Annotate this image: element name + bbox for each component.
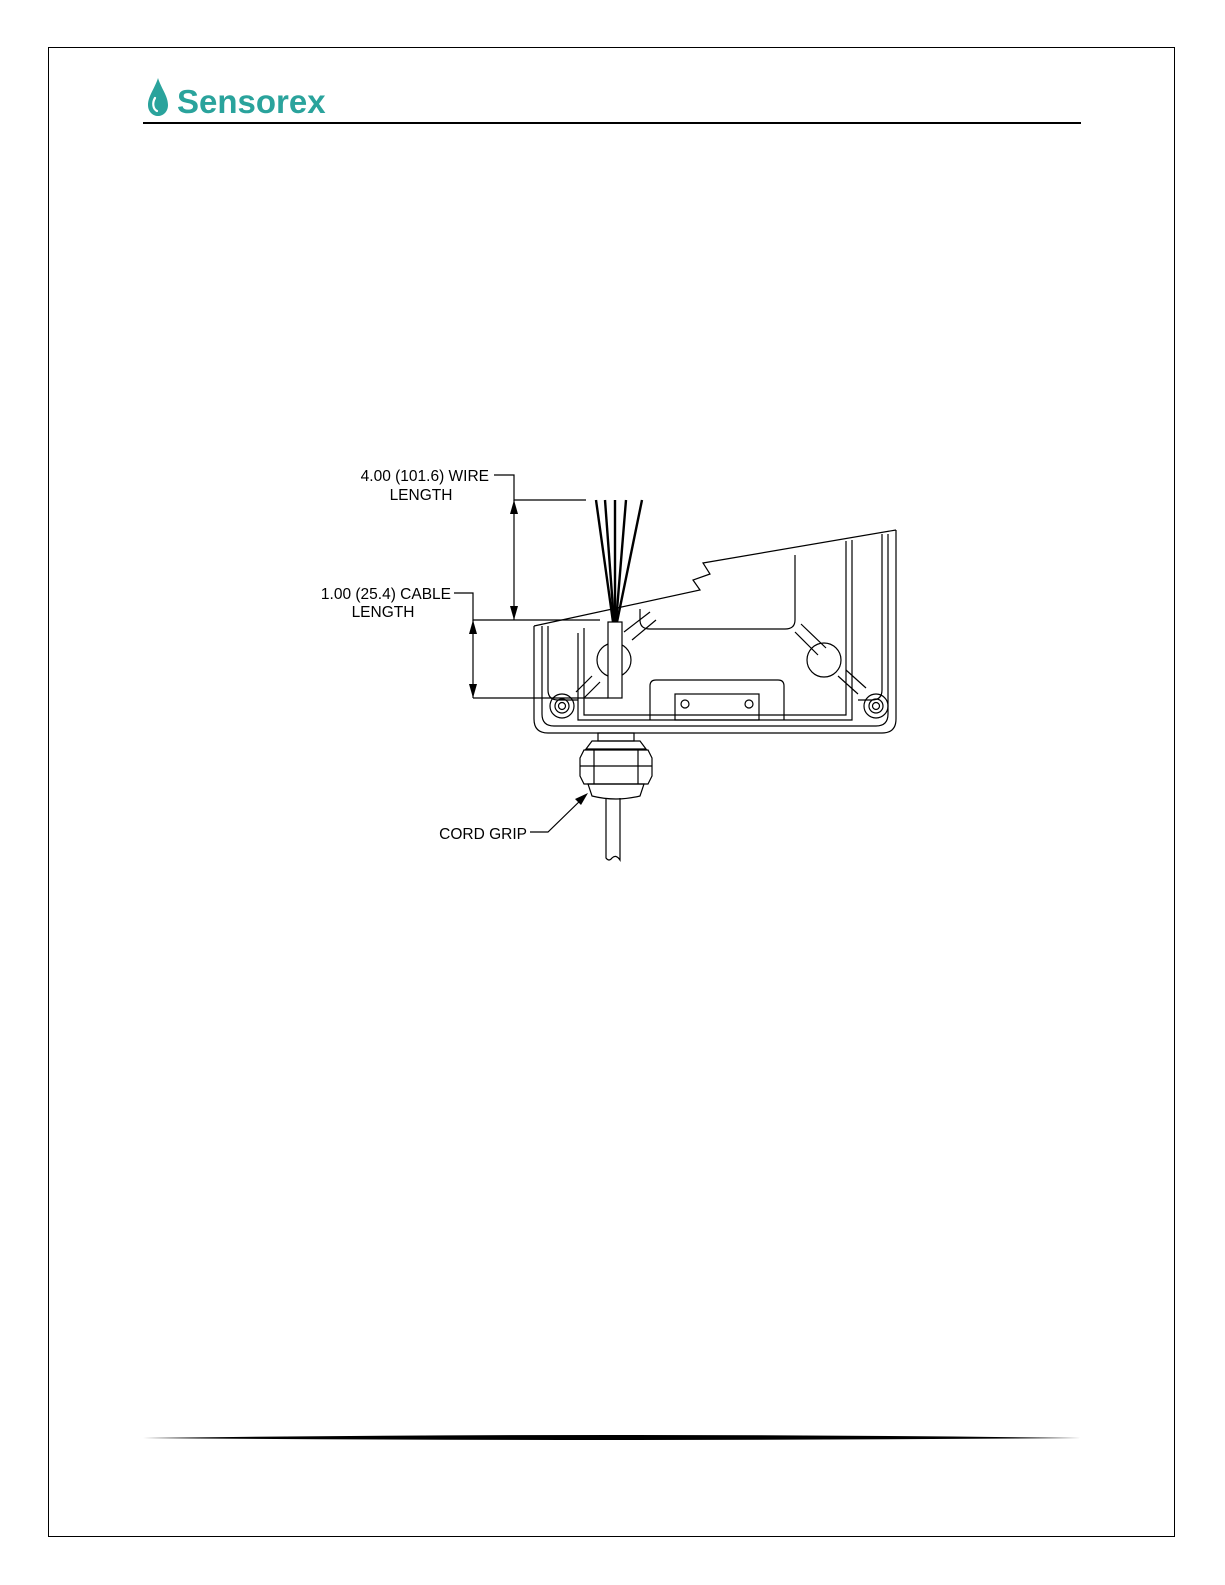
cable-jacket	[608, 622, 622, 698]
wire-dim-leader	[494, 475, 586, 500]
mounting-boss-right	[807, 643, 841, 677]
footer-rule	[143, 1433, 1081, 1443]
logo-wordmark: Sensorex	[177, 83, 326, 120]
cord-grip-label: CORD GRIP	[439, 826, 527, 843]
terminal-bracket	[650, 680, 784, 720]
wire-length-label-line1: 4.00 (101.6) WIRE	[360, 468, 489, 485]
cable-length-label-line1: 1.00 (25.4) CABLE	[320, 586, 451, 603]
break-line	[534, 530, 896, 626]
cord-grip	[580, 733, 652, 799]
screw-right	[864, 694, 888, 718]
wire-length-label-line2: LENGTH	[389, 487, 453, 504]
outgoing-cable	[606, 798, 620, 860]
cable-length-label-line2: LENGTH	[351, 604, 415, 621]
cord-grip-leader	[530, 797, 584, 832]
